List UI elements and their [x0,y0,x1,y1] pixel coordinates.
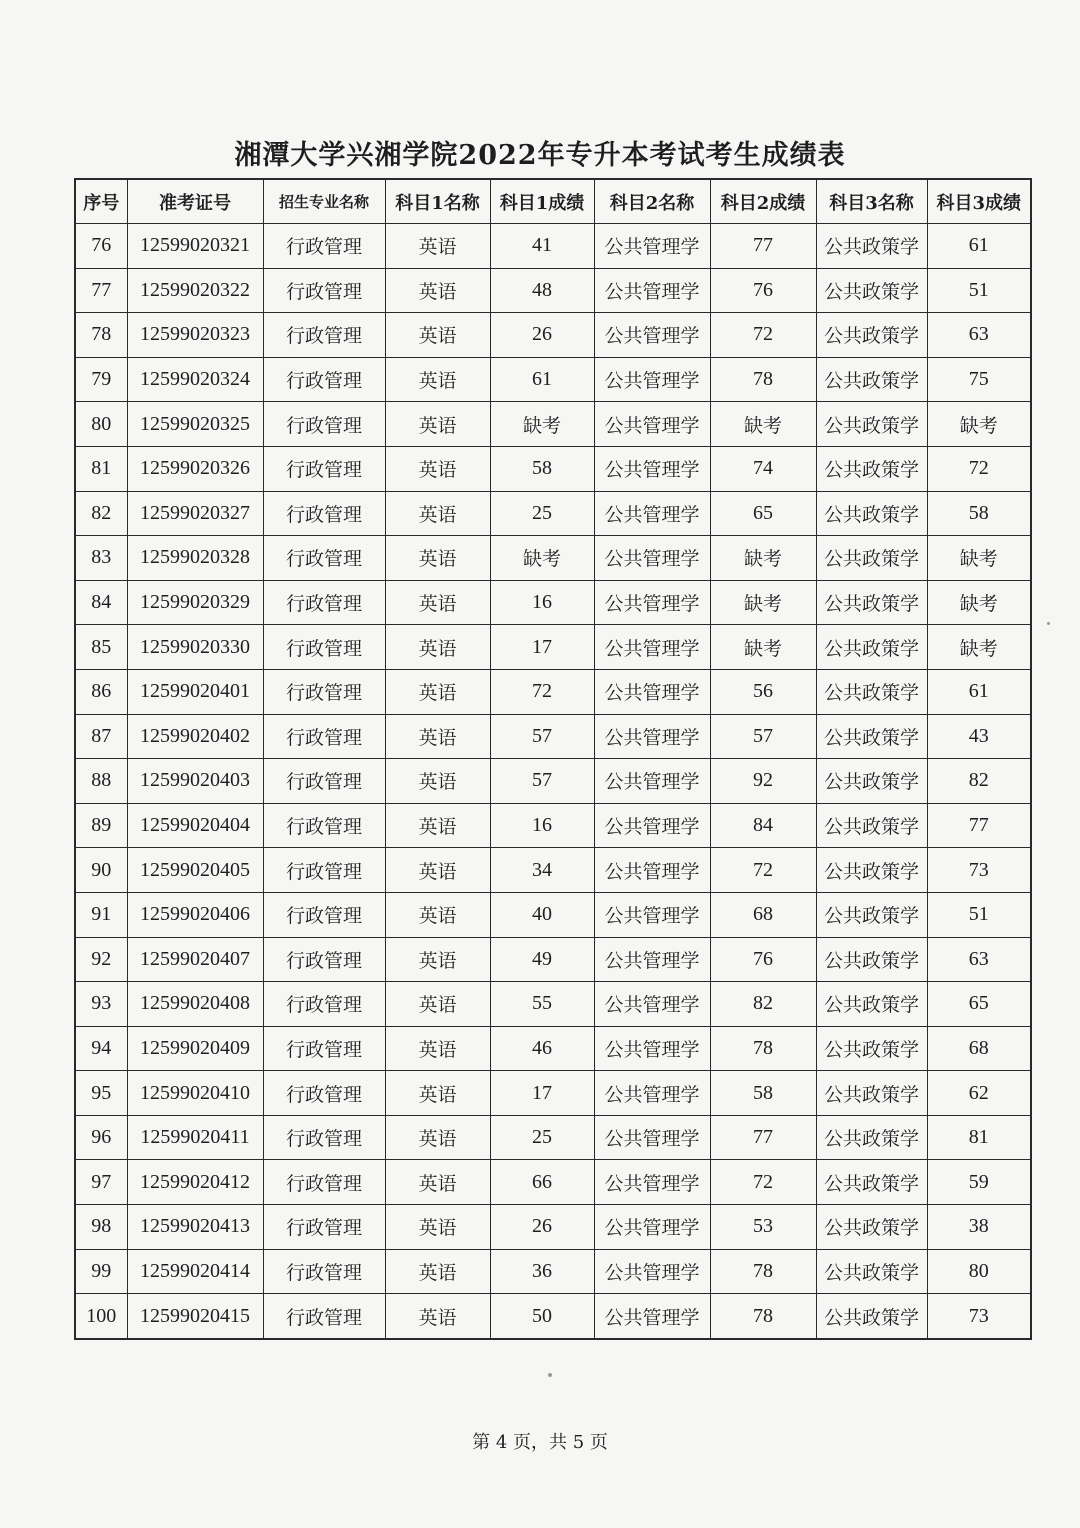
cell-exam-number: 12599020412 [127,1160,263,1205]
cell-subject1-name: 英语 [385,1115,490,1160]
cell-subject3-score: 缺考 [927,625,1031,670]
cell-major: 行政管理 [263,714,385,759]
cell-exam-number: 12599020325 [127,402,263,447]
cell-exam-number: 12599020410 [127,1071,263,1116]
cell-subject2-name: 公共管理学 [594,1249,710,1294]
cell-subject1-name: 英语 [385,1249,490,1294]
table-row [75,402,1031,447]
cell-subject3-name: 公共政策学 [816,536,927,581]
table-header-row [75,179,1031,224]
cell-subject1-score: 40 [490,892,594,937]
cell-subject2-score: 78 [710,1249,816,1294]
cell-exam-number: 12599020322 [127,268,263,313]
cell-major: 行政管理 [263,669,385,714]
cell-major: 行政管理 [263,625,385,670]
cell-subject3-name: 公共政策学 [816,1249,927,1294]
cell-subject1-score: 55 [490,982,594,1027]
column-header-seq: 序号 [75,179,127,224]
cell-subject2-score: 53 [710,1205,816,1250]
cell-subject1-name: 英语 [385,1205,490,1250]
cell-subject3-name: 公共政策学 [816,625,927,670]
cell-subject2-name: 公共管理学 [594,714,710,759]
cell-subject1-name: 英语 [385,714,490,759]
cell-seq: 99 [75,1249,127,1294]
cell-subject2-score: 82 [710,982,816,1027]
cell-exam-number: 12599020408 [127,982,263,1027]
table-row [75,1294,1031,1339]
cell-subject2-score: 72 [710,1160,816,1205]
cell-subject1-score: 17 [490,625,594,670]
cell-major: 行政管理 [263,1294,385,1339]
cell-subject2-score: 72 [710,848,816,893]
cell-major: 行政管理 [263,1205,385,1250]
cell-subject1-score: 36 [490,1249,594,1294]
cell-subject1-score: 57 [490,759,594,804]
table-row [75,1115,1031,1160]
column-header-subject3-name: 科目3名称 [816,179,927,224]
cell-subject3-score: 58 [927,491,1031,536]
cell-subject1-name: 英语 [385,402,490,447]
cell-exam-number: 12599020405 [127,848,263,893]
cell-subject1-score: 48 [490,268,594,313]
cell-subject2-score: 77 [710,224,816,269]
cell-major: 行政管理 [263,580,385,625]
cell-subject1-name: 英语 [385,1071,490,1116]
cell-subject2-score: 76 [710,268,816,313]
cell-subject3-name: 公共政策学 [816,313,927,358]
cell-subject3-score: 63 [927,313,1031,358]
cell-subject1-name: 英语 [385,848,490,893]
cell-seq: 77 [75,268,127,313]
cell-subject3-score: 59 [927,1160,1031,1205]
cell-subject2-score: 56 [710,669,816,714]
cell-subject2-name: 公共管理学 [594,848,710,893]
cell-seq: 76 [75,224,127,269]
cell-exam-number: 12599020329 [127,580,263,625]
table-row [75,313,1031,358]
table-row [75,580,1031,625]
cell-exam-number: 12599020328 [127,536,263,581]
table-row [75,1160,1031,1205]
cell-subject2-name: 公共管理学 [594,1026,710,1071]
cell-subject2-score: 72 [710,313,816,358]
cell-subject3-score: 62 [927,1071,1031,1116]
cell-subject1-name: 英语 [385,580,490,625]
cell-seq: 81 [75,446,127,491]
cell-subject3-name: 公共政策学 [816,1160,927,1205]
cell-subject3-name: 公共政策学 [816,848,927,893]
cell-subject1-score: 16 [490,803,594,848]
cell-subject1-name: 英语 [385,982,490,1027]
cell-subject3-name: 公共政策学 [816,580,927,625]
cell-exam-number: 12599020407 [127,937,263,982]
cell-major: 行政管理 [263,892,385,937]
cell-subject2-name: 公共管理学 [594,1205,710,1250]
cell-subject3-score: 82 [927,759,1031,804]
cell-seq: 89 [75,803,127,848]
cell-subject1-name: 英语 [385,892,490,937]
table-row [75,491,1031,536]
table-row [75,1249,1031,1294]
cell-subject2-score: 缺考 [710,580,816,625]
cell-subject3-name: 公共政策学 [816,759,927,804]
cell-subject3-score: 61 [927,224,1031,269]
cell-subject3-name: 公共政策学 [816,1294,927,1339]
table-row [75,1205,1031,1250]
cell-major: 行政管理 [263,357,385,402]
cell-subject2-name: 公共管理学 [594,313,710,358]
cell-subject2-name: 公共管理学 [594,224,710,269]
cell-subject1-score: 34 [490,848,594,893]
cell-subject2-name: 公共管理学 [594,402,710,447]
cell-subject2-name: 公共管理学 [594,580,710,625]
cell-major: 行政管理 [263,313,385,358]
cell-subject2-name: 公共管理学 [594,803,710,848]
cell-subject1-score: 66 [490,1160,594,1205]
cell-seq: 85 [75,625,127,670]
cell-subject3-score: 缺考 [927,402,1031,447]
table-row [75,714,1031,759]
cell-seq: 78 [75,313,127,358]
cell-subject2-score: 74 [710,446,816,491]
cell-seq: 91 [75,892,127,937]
cell-exam-number: 12599020415 [127,1294,263,1339]
cell-major: 行政管理 [263,268,385,313]
cell-major: 行政管理 [263,536,385,581]
cell-subject1-name: 英语 [385,491,490,536]
table-row [75,759,1031,804]
cell-subject2-name: 公共管理学 [594,1160,710,1205]
cell-subject2-name: 公共管理学 [594,937,710,982]
cell-major: 行政管理 [263,1071,385,1116]
cell-exam-number: 12599020401 [127,669,263,714]
cell-subject3-score: 73 [927,1294,1031,1339]
column-header-subject2-score: 科目2成绩 [710,179,816,224]
column-header-exam-number: 准考证号 [127,179,263,224]
cell-exam-number: 12599020411 [127,1115,263,1160]
cell-subject2-name: 公共管理学 [594,491,710,536]
cell-subject1-score: 26 [490,313,594,358]
cell-subject2-score: 76 [710,937,816,982]
table-row [75,848,1031,893]
column-header-subject2-name: 科目2名称 [594,179,710,224]
cell-subject3-name: 公共政策学 [816,1115,927,1160]
cell-subject1-name: 英语 [385,536,490,581]
table-row [75,892,1031,937]
cell-seq: 97 [75,1160,127,1205]
cell-seq: 83 [75,536,127,581]
cell-subject1-score: 58 [490,446,594,491]
cell-subject1-name: 英语 [385,224,490,269]
cell-major: 行政管理 [263,402,385,447]
cell-exam-number: 12599020330 [127,625,263,670]
cell-subject2-score: 84 [710,803,816,848]
cell-subject3-name: 公共政策学 [816,1205,927,1250]
column-header-subject3-score: 科目3成绩 [927,179,1031,224]
cell-subject3-name: 公共政策学 [816,714,927,759]
cell-subject3-score: 80 [927,1249,1031,1294]
page-number: 第 4 页，共 5 页 [472,1432,608,1453]
cell-seq: 98 [75,1205,127,1250]
cell-subject3-name: 公共政策学 [816,268,927,313]
cell-exam-number: 12599020404 [127,803,263,848]
cell-subject2-score: 78 [710,1294,816,1339]
cell-seq: 90 [75,848,127,893]
cell-major: 行政管理 [263,1026,385,1071]
cell-subject2-name: 公共管理学 [594,1071,710,1116]
column-header-major: 招生专业名称 [263,179,385,224]
cell-subject3-score: 51 [927,892,1031,937]
cell-seq: 79 [75,357,127,402]
cell-subject3-name: 公共政策学 [816,491,927,536]
cell-exam-number: 12599020321 [127,224,263,269]
cell-subject3-score: 51 [927,268,1031,313]
cell-subject2-score: 缺考 [710,536,816,581]
cell-major: 行政管理 [263,803,385,848]
cell-subject3-score: 81 [927,1115,1031,1160]
cell-subject1-score: 缺考 [490,536,594,581]
cell-subject2-score: 77 [710,1115,816,1160]
column-header-subject1-score: 科目1成绩 [490,179,594,224]
cell-subject1-score: 41 [490,224,594,269]
cell-subject2-name: 公共管理学 [594,357,710,402]
table-row [75,357,1031,402]
cell-subject2-score: 78 [710,357,816,402]
cell-exam-number: 12599020402 [127,714,263,759]
table-body [75,224,1031,1339]
table-row [75,1026,1031,1071]
cell-subject1-name: 英语 [385,625,490,670]
cell-subject2-name: 公共管理学 [594,446,710,491]
table-row [75,982,1031,1027]
cell-subject3-score: 缺考 [927,536,1031,581]
cell-subject1-score: 49 [490,937,594,982]
cell-subject1-score: 50 [490,1294,594,1339]
score-table [74,178,1032,1340]
cell-seq: 87 [75,714,127,759]
cell-subject2-name: 公共管理学 [594,1294,710,1339]
table-row [75,937,1031,982]
table-row [75,224,1031,269]
cell-subject1-score: 16 [490,580,594,625]
cell-subject3-name: 公共政策学 [816,357,927,402]
cell-subject2-score: 92 [710,759,816,804]
cell-major: 行政管理 [263,1249,385,1294]
cell-subject3-name: 公共政策学 [816,402,927,447]
table-row [75,446,1031,491]
cell-exam-number: 12599020406 [127,892,263,937]
table-row [75,803,1031,848]
cell-subject3-name: 公共政策学 [816,446,927,491]
cell-subject3-name: 公共政策学 [816,1026,927,1071]
cell-major: 行政管理 [263,491,385,536]
cell-seq: 93 [75,982,127,1027]
cell-subject2-score: 57 [710,714,816,759]
cell-subject3-name: 公共政策学 [816,1071,927,1116]
cell-subject1-name: 英语 [385,446,490,491]
cell-subject1-score: 57 [490,714,594,759]
cell-subject2-score: 缺考 [710,402,816,447]
page-title: 湘潭大学兴湘学院2022年专升本考试考生成绩表 [234,140,846,171]
cell-major: 行政管理 [263,446,385,491]
cell-seq: 92 [75,937,127,982]
cell-seq: 86 [75,669,127,714]
cell-subject2-name: 公共管理学 [594,982,710,1027]
cell-subject3-score: 38 [927,1205,1031,1250]
cell-seq: 96 [75,1115,127,1160]
cell-subject2-score: 68 [710,892,816,937]
cell-subject1-name: 英语 [385,669,490,714]
cell-subject2-name: 公共管理学 [594,1115,710,1160]
cell-subject3-score: 75 [927,357,1031,402]
cell-subject3-score: 63 [927,937,1031,982]
table-row [75,625,1031,670]
cell-subject3-score: 73 [927,848,1031,893]
cell-subject3-score: 77 [927,803,1031,848]
cell-subject3-score: 43 [927,714,1031,759]
cell-major: 行政管理 [263,224,385,269]
cell-major: 行政管理 [263,1115,385,1160]
cell-subject1-score: 17 [490,1071,594,1116]
cell-subject2-score: 78 [710,1026,816,1071]
cell-major: 行政管理 [263,848,385,893]
cell-subject3-name: 公共政策学 [816,937,927,982]
cell-subject3-name: 公共政策学 [816,982,927,1027]
cell-subject1-name: 英语 [385,357,490,402]
cell-subject3-score: 68 [927,1026,1031,1071]
cell-subject1-score: 72 [490,669,594,714]
cell-subject2-score: 缺考 [710,625,816,670]
cell-subject2-name: 公共管理学 [594,759,710,804]
cell-seq: 84 [75,580,127,625]
cell-exam-number: 12599020413 [127,1205,263,1250]
cell-seq: 80 [75,402,127,447]
cell-major: 行政管理 [263,759,385,804]
cell-major: 行政管理 [263,982,385,1027]
cell-subject1-score: 缺考 [490,402,594,447]
cell-subject1-name: 英语 [385,268,490,313]
cell-subject2-name: 公共管理学 [594,536,710,581]
cell-subject1-name: 英语 [385,1160,490,1205]
cell-subject2-name: 公共管理学 [594,625,710,670]
scan-speck [548,1373,552,1377]
cell-subject2-score: 65 [710,491,816,536]
table-row [75,1071,1031,1116]
cell-exam-number: 12599020327 [127,491,263,536]
cell-subject2-name: 公共管理学 [594,669,710,714]
table-row [75,268,1031,313]
cell-subject2-name: 公共管理学 [594,892,710,937]
cell-subject3-score: 65 [927,982,1031,1027]
cell-major: 行政管理 [263,937,385,982]
cell-subject2-name: 公共管理学 [594,268,710,313]
cell-subject1-name: 英语 [385,803,490,848]
cell-subject1-score: 26 [490,1205,594,1250]
cell-subject1-name: 英语 [385,937,490,982]
cell-seq: 88 [75,759,127,804]
cell-subject3-name: 公共政策学 [816,803,927,848]
cell-subject3-score: 缺考 [927,580,1031,625]
table-row [75,536,1031,581]
cell-subject1-score: 61 [490,357,594,402]
table-row [75,669,1031,714]
cell-seq: 95 [75,1071,127,1116]
cell-major: 行政管理 [263,1160,385,1205]
cell-exam-number: 12599020403 [127,759,263,804]
cell-subject1-name: 英语 [385,313,490,358]
cell-exam-number: 12599020324 [127,357,263,402]
cell-subject1-score: 25 [490,1115,594,1160]
cell-subject3-score: 72 [927,446,1031,491]
cell-subject1-name: 英语 [385,759,490,804]
cell-subject2-score: 58 [710,1071,816,1116]
cell-subject1-score: 25 [490,491,594,536]
cell-subject1-name: 英语 [385,1294,490,1339]
cell-seq: 94 [75,1026,127,1071]
cell-exam-number: 12599020409 [127,1026,263,1071]
cell-subject3-name: 公共政策学 [816,892,927,937]
cell-subject1-score: 46 [490,1026,594,1071]
cell-subject3-name: 公共政策学 [816,669,927,714]
scan-speck [1047,622,1050,625]
cell-seq: 100 [75,1294,127,1339]
cell-subject3-name: 公共政策学 [816,224,927,269]
cell-exam-number: 12599020326 [127,446,263,491]
cell-exam-number: 12599020414 [127,1249,263,1294]
cell-exam-number: 12599020323 [127,313,263,358]
cell-seq: 82 [75,491,127,536]
cell-subject1-name: 英语 [385,1026,490,1071]
column-header-subject1-name: 科目1名称 [385,179,490,224]
cell-subject3-score: 61 [927,669,1031,714]
